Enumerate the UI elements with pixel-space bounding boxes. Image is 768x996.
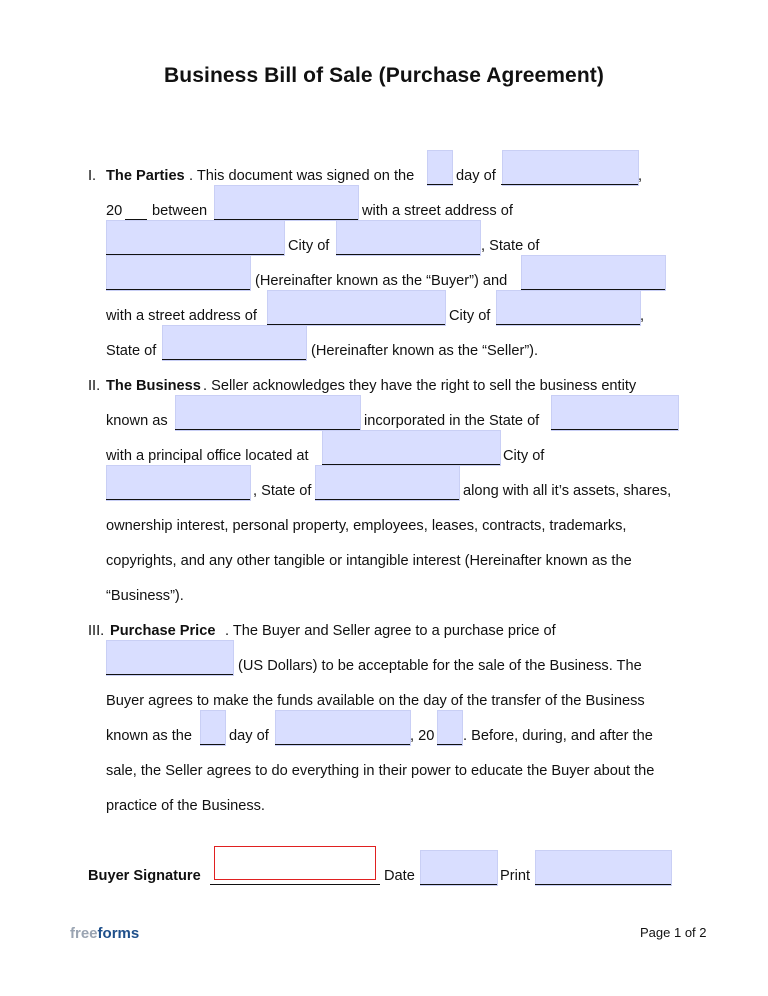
print-label: Print: [500, 868, 531, 884]
office-city-label: City of: [503, 448, 545, 464]
section-2-numeral: II.: [88, 378, 101, 394]
office-address-field[interactable]: [322, 430, 501, 466]
office-state-label: , State of: [253, 483, 312, 499]
principal-office-label: with a principal office located at: [106, 448, 309, 464]
signature-date-line: [420, 884, 497, 885]
buyer-street-field[interactable]: [106, 220, 285, 256]
page-number: Page 1 of 2: [640, 925, 707, 940]
assets-text: along with all it’s assets, shares,: [463, 483, 672, 499]
buyer-hereinafter-text: (Hereinafter known as the “Buyer”) and: [255, 273, 508, 289]
section-1-heading: The Parties: [106, 168, 185, 184]
seller-city-field[interactable]: [496, 290, 641, 326]
known-as-the-label: known as the: [106, 728, 192, 744]
office-city-field[interactable]: [106, 465, 251, 501]
comma: ,: [640, 308, 645, 324]
print-name-line: [535, 884, 671, 885]
office-state-field[interactable]: [315, 465, 460, 501]
logo-forms-text: forms: [97, 925, 140, 942]
buyer-city-line: [336, 254, 480, 255]
purchase-price-line: [106, 674, 233, 675]
buyer-signature-field[interactable]: [214, 846, 376, 880]
transfer-year-field[interactable]: [437, 710, 463, 746]
section-3-text: practice of the Business.: [106, 798, 265, 814]
logo-free-text: free: [70, 925, 98, 942]
section-3-text: . The Buyer and Seller agree to a purchase price of: [225, 623, 556, 639]
between-label: between: [152, 203, 208, 219]
seller-city-label: City of: [449, 308, 491, 324]
incorporated-label: incorporated in the State of: [364, 413, 540, 429]
office-state-line: [315, 499, 459, 500]
section-2-text: ownership interest, personal property, employees, leases, contracts, trademarks,: [106, 518, 627, 534]
transfer-day-of-label: day of: [229, 728, 269, 744]
section-2-text: copyrights, and any other tangible or intangible interest (Hereinafter known as the: [106, 553, 632, 569]
seller-name-field[interactable]: [521, 255, 666, 291]
seller-state-label: State of: [106, 343, 157, 359]
transfer-day-field[interactable]: [200, 710, 226, 746]
seller-state-line: [162, 359, 306, 360]
transfer-day-line: [200, 744, 225, 745]
freeforms-logo: [70, 925, 139, 942]
seller-street-label: with a street address of: [106, 308, 257, 324]
buyer-city-field[interactable]: [336, 220, 481, 256]
seller-hereinafter-text: (Hereinafter known as the “Seller”).: [311, 343, 539, 359]
signature-date-field[interactable]: [420, 850, 498, 886]
year-prefix: , 20: [410, 728, 435, 744]
signed-month-field[interactable]: [502, 150, 639, 186]
date-label: Date: [384, 868, 415, 884]
signed-day-line: [427, 184, 453, 185]
city-of-label: City of: [288, 238, 330, 254]
purchase-price-field[interactable]: [106, 640, 234, 676]
transfer-month-field[interactable]: [275, 710, 411, 746]
section-3-text: . Before, during, and after the: [463, 728, 653, 744]
transfer-month-line: [275, 744, 410, 745]
buyer-state-field[interactable]: [106, 255, 251, 291]
incorporation-state-field[interactable]: [551, 395, 679, 431]
section-1-text: . This document was signed on the: [189, 168, 415, 184]
buyer-name-field[interactable]: [214, 185, 359, 221]
buyer-signature-line: [210, 884, 380, 885]
year-prefix: 20: [106, 203, 123, 219]
seller-state-field[interactable]: [162, 325, 307, 361]
office-city-line: [106, 499, 250, 500]
section-3-heading: Purchase Price: [110, 623, 216, 639]
section-2-heading: The Business: [106, 378, 201, 394]
print-name-field[interactable]: [535, 850, 672, 886]
street-address-label: with a street address of: [362, 203, 513, 219]
day-of-label: day of: [456, 168, 496, 184]
state-of-label: , State of: [481, 238, 540, 254]
section-3-numeral: III.: [88, 623, 105, 639]
signed-day-field[interactable]: [427, 150, 453, 186]
buyer-signature-label: Buyer Signature: [88, 868, 201, 884]
us-dollars-text: (US Dollars) to be acceptable for the sale of the Business. The: [238, 658, 642, 674]
section-3-text: sale, the Seller agrees to do everything in their power to educate the Buyer about the: [106, 763, 655, 779]
section-3-text: Buyer agrees to make the funds available on the day of the transfer of the Business: [106, 693, 645, 709]
signed-month-line: [501, 184, 638, 185]
section-2-text: . Seller acknowledges they have the right to sell the business entity: [203, 378, 637, 394]
transfer-year-line: [437, 744, 462, 745]
seller-city-line: [496, 324, 640, 325]
comma: ,: [638, 168, 643, 184]
business-name-field[interactable]: [175, 395, 361, 431]
buyer-state-line: [106, 289, 250, 290]
document-title: Business Bill of Sale (Purchase Agreement): [164, 64, 604, 87]
seller-street-field[interactable]: [267, 290, 446, 326]
incorporation-state-line: [551, 429, 678, 430]
section-2-text: “Business”).: [106, 588, 184, 604]
known-as-label: known as: [106, 413, 168, 429]
section-1-numeral: I.: [88, 168, 97, 184]
